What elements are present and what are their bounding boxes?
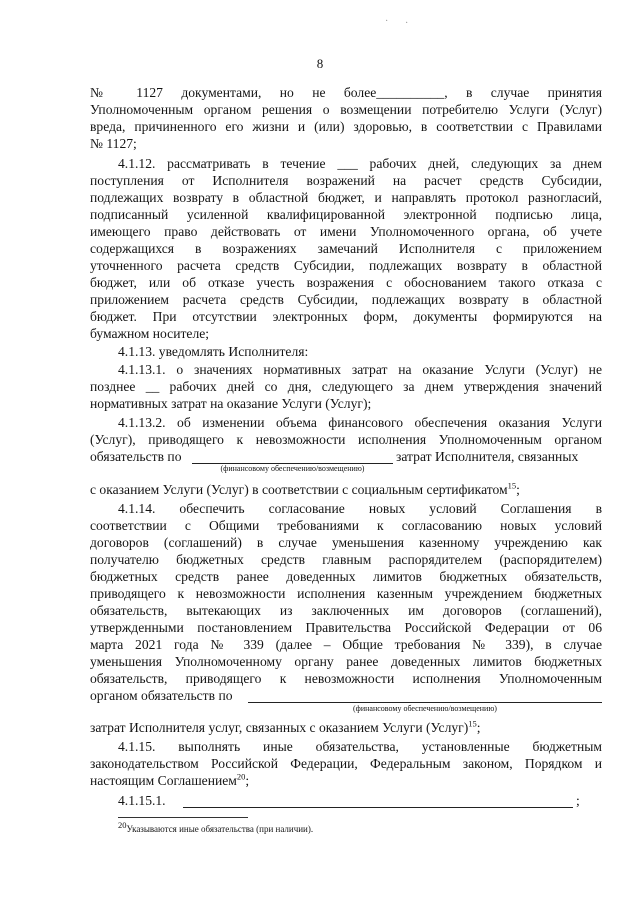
text-line: подписанный усиленной квалифицированной электронной подписью лица,	[90, 207, 602, 222]
text-line: органом обязательств по	[90, 688, 233, 703]
blank-line	[248, 685, 602, 703]
text-line: № 1127 документами, но не более__________, в случае принятия	[90, 85, 602, 100]
text-line: содержащихся в возражениях замечаний Исполнителя с приложением	[90, 241, 602, 256]
text-line: бюджет, или об отказе учесть возражения с обоснованием такого отказа с	[90, 275, 602, 290]
text-line: получателю бюджетных средств главным распорядителем (распорядителем)	[90, 552, 602, 567]
text-line: затрат Исполнителя, связанных	[396, 449, 579, 464]
text-line: 4.1.13.2. об изменении объема финансового обеспечения оказания Услуги	[118, 415, 602, 430]
text-line: 4.1.13.1. о значениях нормативных затрат на оказание Услуги (Услуг) не	[118, 362, 602, 377]
footnote	[118, 820, 314, 834]
text-line: 4.1.13. уведомлять Исполнителя:	[118, 344, 309, 359]
text-line: уменьшения Уполномоченному органу ранее доведенных лимитов бюджетных	[90, 654, 602, 669]
footnote-ref: 15	[468, 718, 477, 729]
text-line: бумажном носителе;	[90, 326, 210, 341]
footnote-ref: 15	[507, 480, 517, 491]
text-line: договоров (соглашений) в случае уменьшения казенному учреждению как	[90, 535, 602, 550]
text-line: обязательств, приводящего к невозможности исполнения Уполномоченным	[90, 671, 602, 686]
text-line: обязательств по	[90, 449, 182, 464]
text-line: обязательств, вытекающих из заключенных им договоров (соглашений),	[90, 603, 602, 618]
footnote-text: Указываются иные обязательства (при наличии).	[126, 824, 314, 834]
text-line: имеющего право действовать от имени Уполномоченного органа, об учете	[90, 224, 602, 239]
text-line: настоящим Соглашением$^{20}$;	[90, 771, 250, 788]
text-line: (Услуг), приводящего к невозможности исполнения Уполномоченным органом	[90, 432, 602, 447]
text-line: соответствии с Общими требованиями к согласованию новых условий	[90, 518, 602, 533]
text-line: позднее __ рабочих дней со дня, следующего за днем утверждения значений	[90, 379, 602, 394]
text-line: приводящего к невозможности исполнения казенным учреждением бюджетных	[90, 586, 602, 601]
text-line: бюджет. При отсутствии электронных форм, документы формируются на	[90, 309, 602, 324]
text-line: ;	[576, 793, 580, 808]
text-line: подлежащих возврату в областной бюджет, и направлять протокол разногласий,	[90, 190, 602, 205]
field-caption: (финансовому обеспечению/возмещению)	[220, 464, 365, 473]
text-line: нормативных затрат на оказание Услуги (Услуг);	[90, 396, 372, 411]
field-caption: (финансовому обеспечению/возмещению)	[353, 704, 497, 713]
blank-line	[183, 790, 573, 808]
footnote-ref: 20	[236, 771, 246, 782]
text-line: 4.1.14. обеспечить согласование новых условий Соглашения в	[118, 501, 602, 516]
text-line: 4.1.15.1.	[118, 793, 166, 808]
page-number: 8	[316, 56, 324, 71]
text-line: законодательством Российской Федерации, Федеральным законом, Порядком и	[90, 756, 602, 771]
text-line: уточненного расчета средств Субсидии, подлежащих возврату в областной	[90, 258, 602, 273]
text-line: с оказанием Услуги (Услуг) в соответствии с социальным сертификатом$^{15}$;	[90, 480, 520, 497]
text-line: № 1127;	[90, 136, 137, 151]
scan-mark: ·	[385, 16, 389, 27]
text-line: приложением расчета средств Субсидии, подлежащих возврату в областной	[90, 292, 602, 307]
footnote-number: 20	[118, 820, 127, 830]
text-line: 4.1.12. рассматривать в течение ___ рабочих дней, следующих за днем	[118, 156, 602, 171]
text-line: Уполномоченным органом решения о возмещении потребителю Услуги (Услуг)	[90, 102, 602, 117]
text-line: вреда, причиненного его жизни и (или) здоровью, в соответствии с Правилами	[90, 119, 602, 134]
text-line: утвержденными постановлением Правительства Российской Федерации от 06	[90, 620, 602, 635]
text-line: 4.1.15. выполнять иные обязательства, установленные бюджетным	[118, 739, 602, 754]
blank-line	[192, 446, 393, 464]
scan-mark: ·	[405, 18, 409, 29]
text-line: марта 2021 года № 339 (далее – Общие требования № 339), в случае	[90, 637, 602, 652]
footnote-rule	[118, 817, 248, 818]
text-line: бюджетных средств ранее доведенных лимитов бюджетных обязательств,	[90, 569, 602, 584]
text-line: затрат Исполнителя услуг, связанных с оказанием Услуги (Услуг)$^{15}$;	[90, 718, 481, 735]
text-line: поступления от Исполнителя возражений на расчет средств Субсидии,	[90, 173, 602, 188]
